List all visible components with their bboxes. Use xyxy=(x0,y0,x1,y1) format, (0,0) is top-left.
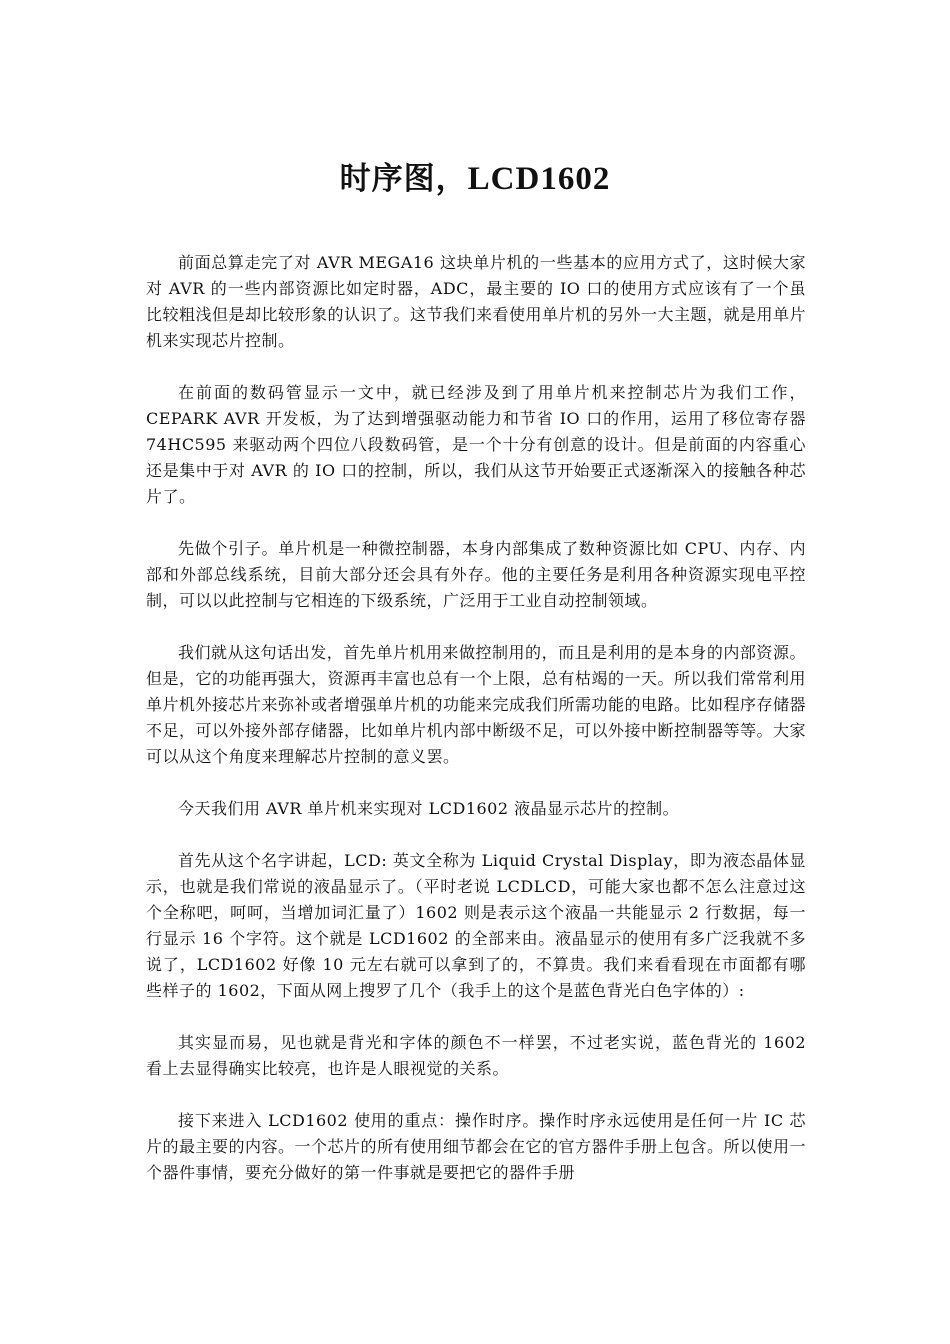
page-title xyxy=(0,159,950,199)
paragraph-backlight: 其实显而易，见也就是背光和字体的颜色不一样罢，不过老实说，蓝色背光的 1602 看上去显得确实比较亮，也许是人眼视觉的关系。 xyxy=(146,1033,806,1078)
paragraph-external-chips: 我们就从这句话出发，首先单片机用来做控制用的，而且是利用的是本身的内部资源。但是，它的功能再强大，资源再丰富也总有一个上限，总有枯竭的一天。所以我们常常利用单片机外接芯片来弥补或者增强单片机的功能来完成我们所需功能的电路。比如程序存储器不足，可以外接外部存储器，比如单片机内部中断级不足，可以外接中断控制器等等。大家可以从这个角度来理解芯片控制的意义罢。 xyxy=(146,643,807,766)
paragraph-digital-tube: 在前面的数码管显示一文中，就已经涉及到了用单片机来控制芯片为我们工作，CEPARK AVR 开发板，为了达到增强驱动能力和节省 IO 口的作用，运用了移位寄存器 74HC595 来驱动两个四位八段数码管，是一个十分有创意的设计。但是前面的内容重心还是集中于对 AVR 的 IO 口的控制，所以，我们从这节开始要正式逐渐深入的接触各种芯片了。 xyxy=(146,383,806,506)
paragraph-mcu-definition: 先做个引子。单片机是一种微控制器，本身内部集成了数种资源比如 CPU、内存、内部和外部总线系统，目前大部分还会具有外存。他的主要任务是利用各种资源实现电平控制，可以以此控制与它相连的下级系统，广泛用于工业自动控制领域。 xyxy=(146,539,806,610)
title-chinese: 时序图， xyxy=(339,160,468,197)
document-body xyxy=(146,250,806,1212)
paragraph-lcd-name: 首先从这个名字讲起，LCD: 英文全称为 Liquid Crystal Display，即为液态晶体显示，也就是我们常说的液晶显示了。（平时老说 LCDLCD，可能大家也都不怎么注意过这个全称吧，呵呵，当增加词汇量了）1602 则是表示这个液晶一共能显示 2 行数据，每一行显示 16 个字符。这个就是 LCD1602 的全部来由。液晶显示的使用有多广泛我就不多说了，LCD1602 好像 10 元左右就可以拿到了的，不算贵。我们来看看现在市面都有哪些样子的 1602，下面从网上搜罗了几个（我手上的这个是蓝色背光白色字体的）: xyxy=(146,851,806,1000)
title-model: LCD1602 xyxy=(467,160,611,197)
paragraph-intro: 前面总算走完了对 AVR MEGA16 这块单片机的一些基本的应用方式了，这时候大家对 AVR 的一些内部资源比如定时器，ADC，最主要的 IO 口的使用方式应该有了一个虽比较粗浅但是却比较形象的认识了。这节我们来看使用单片机的另外一大主题，就是用单片机来实现芯片控制。 xyxy=(146,253,807,350)
paragraph-today-topic: 今天我们用 AVR 单片机来实现对 LCD1602 液晶显示芯片的控制。 xyxy=(178,799,680,818)
paragraph-timing: 接下来进入 LCD1602 使用的重点：操作时序。操作时序永远使用是任何一片 IC 芯片的最主要的内容。一个芯片的所有使用细节都会在它的官方器件手册上包含。所以使用一个器件事情，要充分做好的第一件事就是要把它的器件手册 xyxy=(146,1111,807,1182)
